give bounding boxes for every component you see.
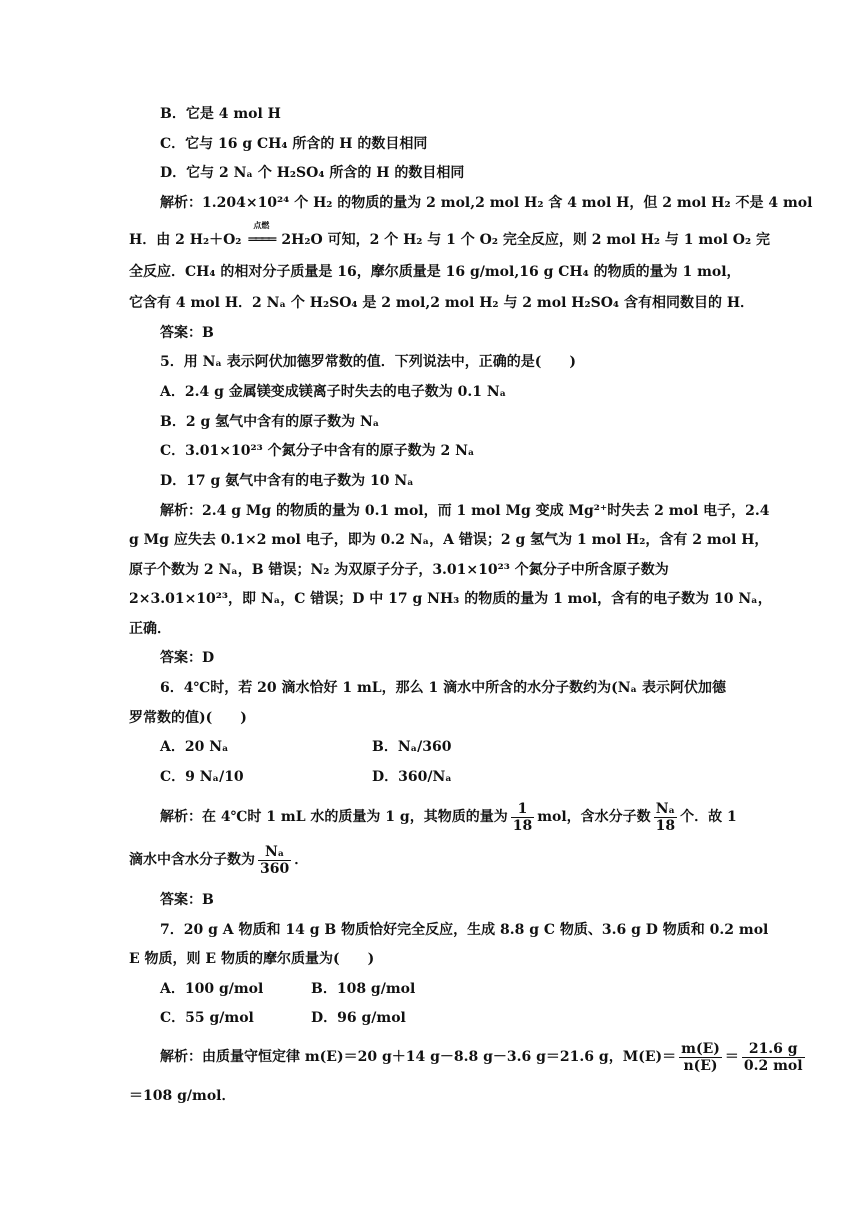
q6-option-c: C．9 Nₐ/10 xyxy=(160,769,244,785)
fraction-denominator: 18 xyxy=(655,817,676,834)
fraction-na-over-360 xyxy=(258,844,291,877)
q5-answer: 答案：D xyxy=(160,650,215,666)
q5-option-d: D．17 g 氨气中含有的电子数为 10 Nₐ xyxy=(160,473,414,489)
q5-option-b: B．2 g 氢气中含有的原子数为 Nₐ xyxy=(160,414,380,430)
fraction-denominator: 360 xyxy=(260,860,290,877)
q5-option-c: C．3.01×10²³ 个氮分子中含有的原子数为 2 Nₐ xyxy=(160,443,475,459)
q7-analysis-line-1 xyxy=(160,1040,808,1074)
q6-analysis-text-c: 个．故 1 xyxy=(680,809,737,825)
q7-stem-line-1: 7．20 g A 物质和 14 g B 物质恰好完全反应，生成 8.8 g C 物质、3.6 g D 物质和 0.2 mol xyxy=(160,922,769,938)
q7-option-c: C．55 g/mol xyxy=(160,1010,254,1026)
fraction-numerator: m(E) xyxy=(681,1040,720,1057)
fraction-denominator: 0.2 mol xyxy=(743,1057,803,1074)
q6-answer: 答案：B xyxy=(160,892,214,908)
fraction-numerator: 21.6 g xyxy=(742,1041,805,1058)
q4-analysis-line-3: 全反应．CH₄ 的相对分子质量是 16，摩尔质量是 16 g/mol,16 g CH₄ 的物质的量为 1 mol， xyxy=(129,264,741,280)
q7-stem-line-2: E 物质，则 E 物质的摩尔质量为( ) xyxy=(129,951,375,967)
q6-analysis-text-a: 解析：在 4℃时 1 mL 水的质量为 1 g，其物质的量为 xyxy=(160,809,508,825)
q7-option-b: B．108 g/mol xyxy=(311,981,416,997)
q4-analysis-line-2 xyxy=(129,220,770,250)
fraction-numerator: 1 xyxy=(511,801,534,818)
fraction-mass-over-mol xyxy=(742,1041,805,1074)
q7-analysis-line-2: ＝108 g/mol． xyxy=(129,1088,236,1104)
q4-analysis-line-2-b: 2H₂O 可知，2 个 H₂ 与 1 个 O₂ 完全反应，则 2 mol H₂ 与 1 mol O₂ 完 xyxy=(281,232,770,248)
q6-option-d: D．360/Nₐ xyxy=(372,769,452,785)
q5-option-a: A．2.4 g 金属镁变成镁离子时失去的电子数为 0.1 Nₐ xyxy=(160,384,507,400)
fraction-numerator: Nₐ xyxy=(258,844,291,861)
q5-analysis-line-5: 正确． xyxy=(129,621,171,637)
q4-option-b: B．它是 4 mol H xyxy=(160,106,281,122)
q4-analysis-line-4: 它含有 4 mol H．2 Nₐ 个 H₂SO₄ 是 2 mol,2 mol H₂ 与 2 mol H₂SO₄ 含有相同数目的 H． xyxy=(129,295,755,311)
q6-stem-line-2: 罗常数的值)( ) xyxy=(129,710,247,726)
q6-analysis-line-1 xyxy=(160,800,737,834)
q6-option-a: A．20 Nₐ xyxy=(160,739,229,755)
q4-answer: 答案：B xyxy=(160,325,214,341)
q5-analysis-line-2: g Mg 应失去 0.1×2 mol 电子，即为 0.2 Nₐ，A 错误；2 g 氢气为 1 mol H₂，含有 2 mol H， xyxy=(129,532,769,548)
q6-option-b: B．Nₐ/360 xyxy=(372,739,452,755)
q4-option-d: D．它与 2 Nₐ 个 H₂SO₄ 所含的 H 的数目相同 xyxy=(160,165,465,181)
q4-analysis-line-2-a: H．由 2 H₂＋O₂ xyxy=(129,232,242,248)
fraction-na-over-18 xyxy=(654,801,677,834)
fraction-denominator: 18 xyxy=(512,817,533,834)
q6-stem-line-1: 6．4℃时，若 20 滴水恰好 1 mL，那么 1 滴水中所含的水分子数约为(Nₐ 表示阿伏加德 xyxy=(160,680,726,696)
q6-analysis-line-2 xyxy=(129,843,308,877)
reaction-condition: 点燃 ════ xyxy=(241,230,281,250)
q4-option-c: C．它与 16 g CH₄ 所含的 H 的数目相同 xyxy=(160,136,428,152)
q7-option-d: D．96 g/mol xyxy=(311,1010,406,1026)
q5-analysis-line-1: 解析：2.4 g Mg 的物质的量为 0.1 mol，而 1 mol Mg 变成 Mg²⁺时失去 2 mol 电子，2.4 xyxy=(160,503,770,519)
q6-analysis-text-b: mol，含水分子数 xyxy=(537,809,651,825)
fraction-denominator: n(E) xyxy=(683,1057,718,1074)
q5-analysis-line-3: 原子个数为 2 Nₐ，B 错误；N₂ 为双原子分子，3.01×10²³ 个氮分子中所含原子数为 xyxy=(129,562,669,578)
fraction-mE-over-nE xyxy=(679,1041,722,1074)
q7-analysis-text-a: 解析：由质量守恒定律 m(E)＝20 g＋14 g－8.8 g－3.6 g＝21.6 g，M(E)＝ xyxy=(160,1049,677,1065)
q5-stem: 5．用 Nₐ 表示阿伏加德罗常数的值．下列说法中，正确的是( ) xyxy=(160,354,577,370)
fraction-1-over-18 xyxy=(511,801,534,834)
q6-analysis-text-d: 滴水中含水分子数为 xyxy=(129,852,255,868)
q5-analysis-line-4: 2×3.01×10²³，即 Nₐ，C 错误；D 中 17 g NH₃ 的物质的量为 1 mol，含有的电子数为 10 Nₐ， xyxy=(129,591,772,607)
reaction-condition-label: 点燃 xyxy=(253,220,270,230)
q7-analysis-equals: ＝ xyxy=(724,1049,739,1065)
q6-analysis-text-e: ． xyxy=(294,852,309,868)
q4-analysis-line-1: 解析：1.204×10²⁴ 个 H₂ 的物质的量为 2 mol,2 mol H₂ 含 4 mol H，但 2 mol H₂ 不是 4 mol xyxy=(160,195,813,211)
q7-option-a: A．100 g/mol xyxy=(160,981,264,997)
fraction-numerator: Nₐ xyxy=(654,801,677,818)
